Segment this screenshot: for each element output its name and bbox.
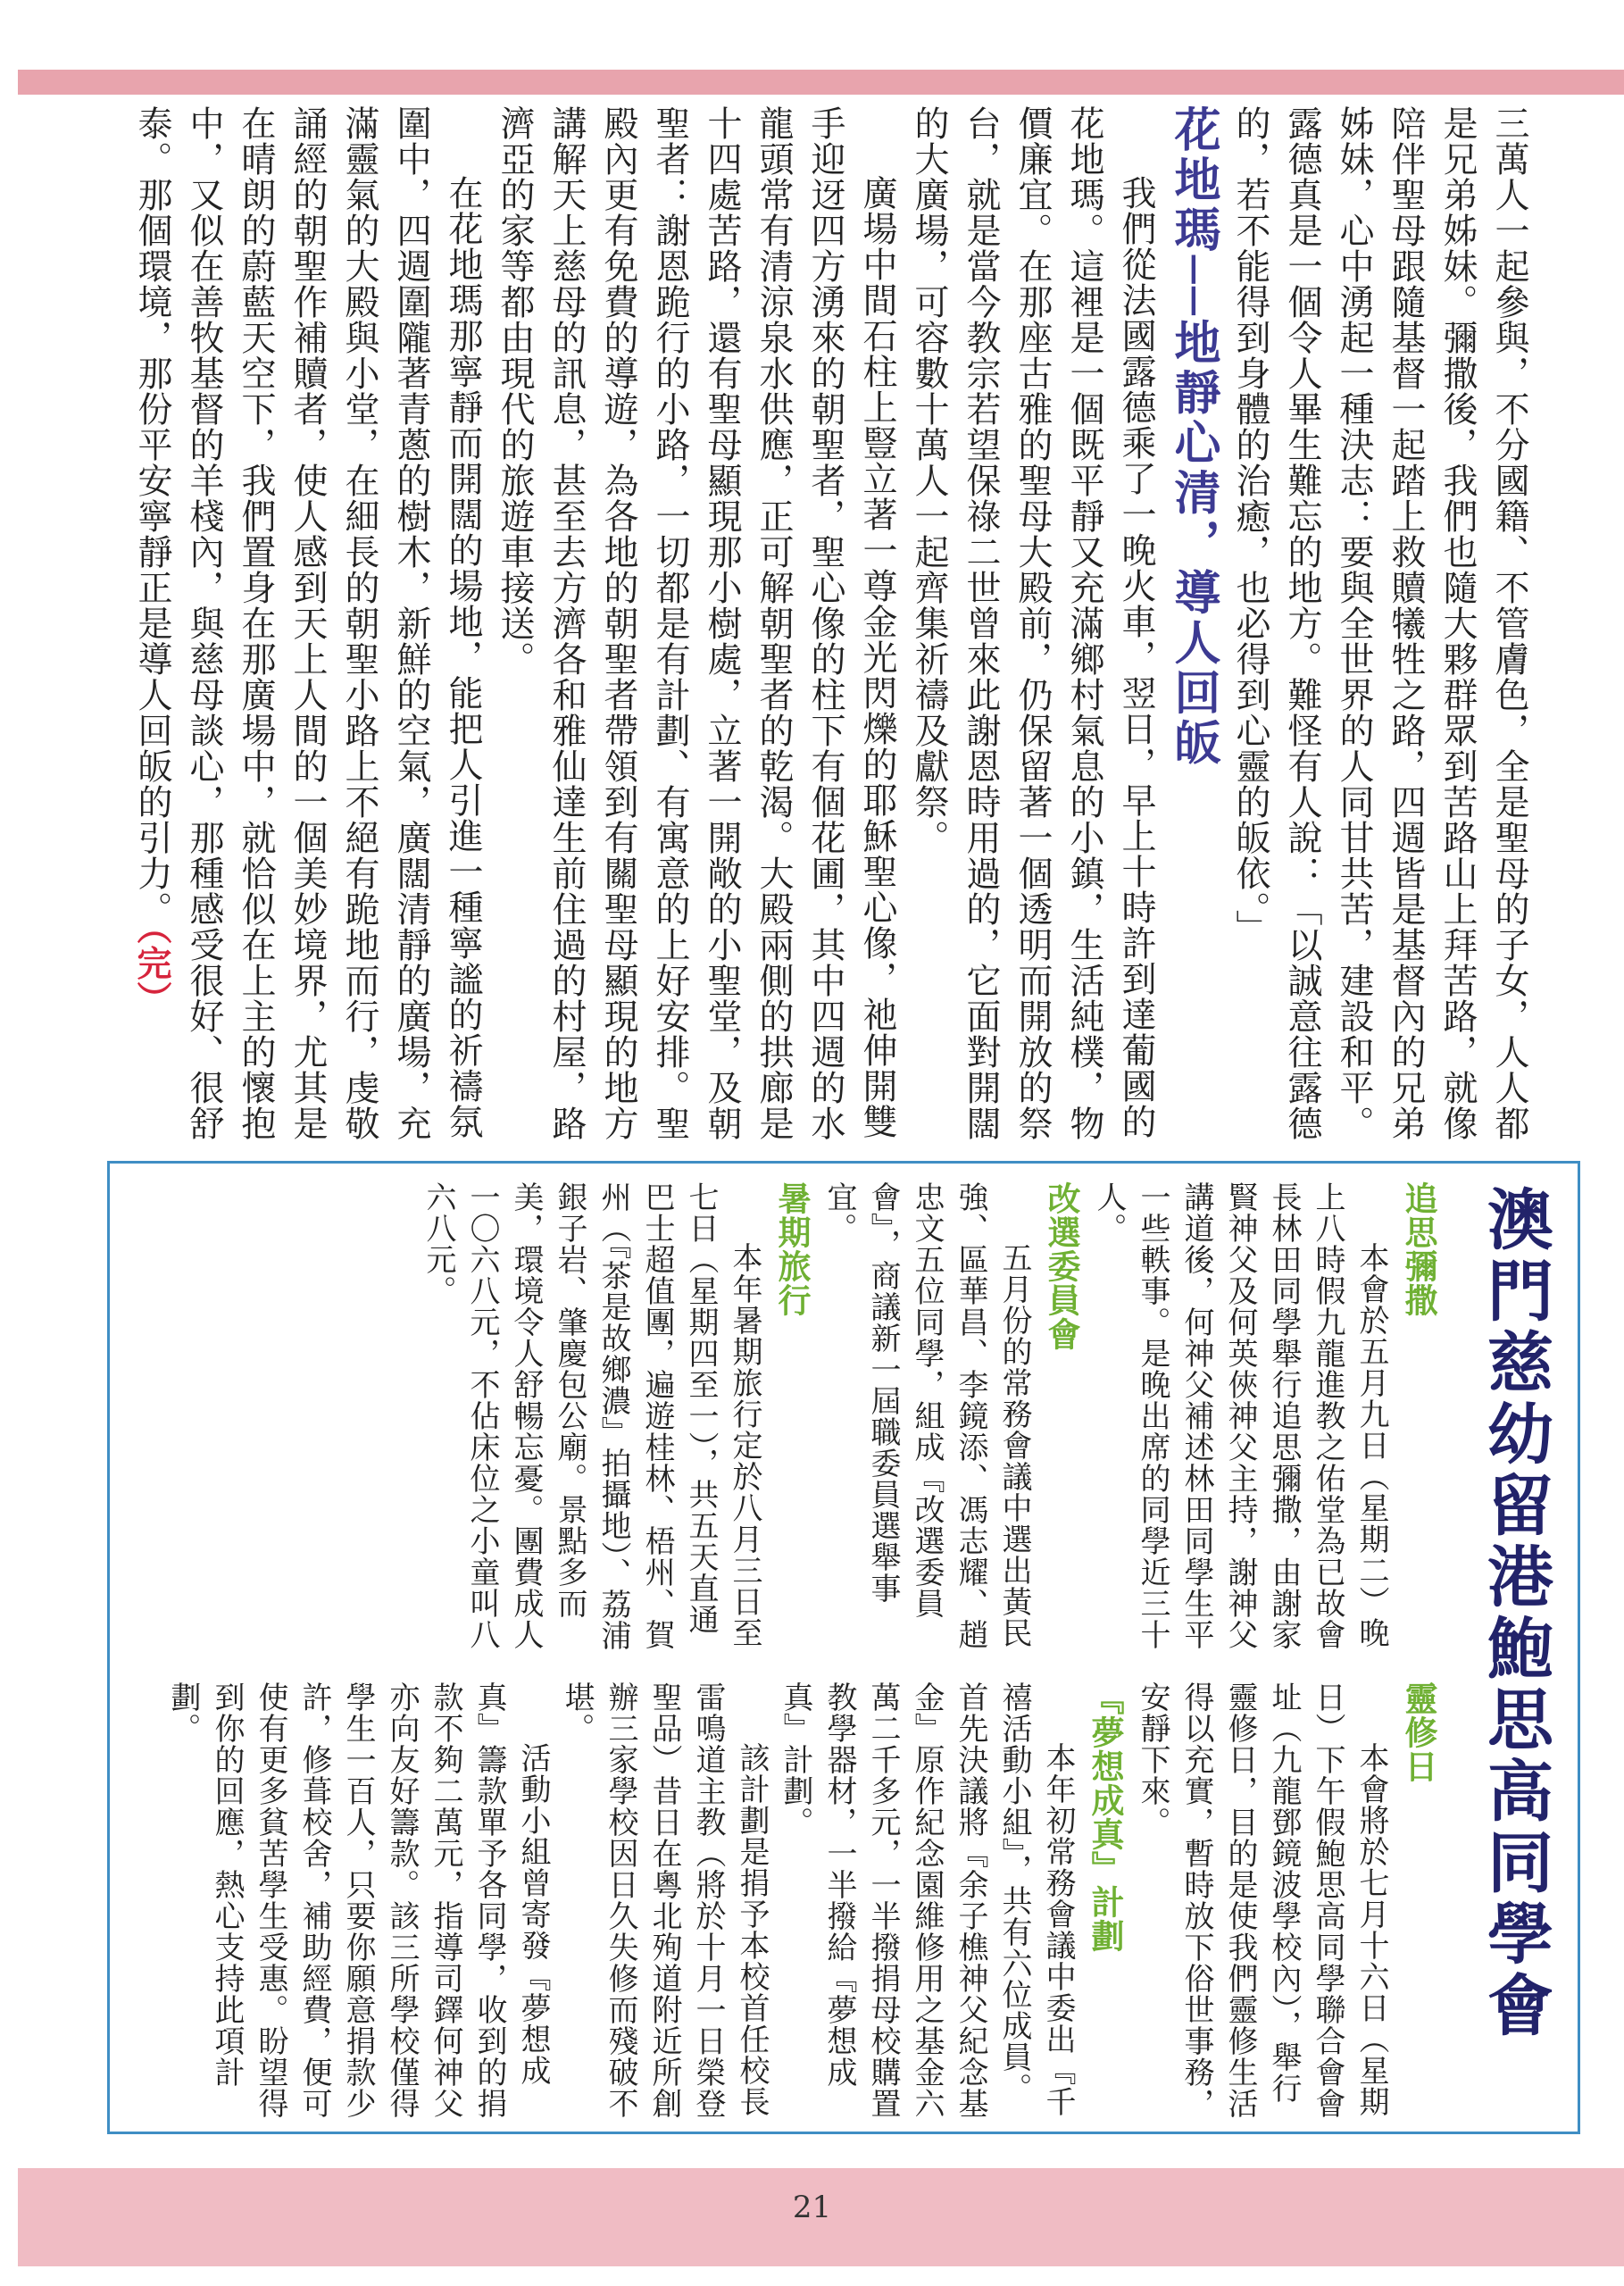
memorial-mass-text: 本會於五月九日（星期二）晚上八時假九龍進教之佑堂為已故會長林田同學舉行追思彌撒，由謝家賢神父及何英俠神父主持，謝神父講道後，何神父補述林田同學生平一些軼事。是晚出席的同學近三十人。: [1091, 1181, 1389, 1650]
page-number: 21: [792, 2190, 832, 2225]
retreat-day-text: 本會將於七月十六日（星期日）下午假鮑思高同學聯合會會址（九龍鄧鏡波學校內），舉行靈修日，目的是使我們靈修生活得以充實，暫時放下俗世事務，安靜下來。: [1135, 1681, 1389, 2119]
notice-column-lower: [165, 1681, 1444, 2128]
subhead-election-committee: 改選委員會: [1042, 1181, 1080, 1351]
subhead-dream-project: 『夢想成真』計劃: [1086, 1681, 1124, 1953]
notice-column-upper: [256, 1181, 1444, 1655]
dream-project-text-3: 活動小組曾寄發『夢想成真』籌款單予各同學，收到的捐款不夠二萬元，指導司鐸何神父亦向友好籌款。該三所學校僅得學生一百人，只要你願意捐款少許，修葺校舍，補助經費，便可使有更多貧苦學生受惠。盼望得到你的回應，熱心支持此項計劃。: [165, 1681, 551, 2119]
article-paragraph-1: 三萬人一起參與，不分國籍、不管膚色，全是聖母的子女，人人都是兄弟姊妹。彌撒後，我們也隨大夥群眾到苦路山上拜苦路，就像陪伴聖母跟隨基督一起踏上救贖犧牲之路，四週皆是基督內的兄弟姊妹，心中湧起一種決志：要與全世界的人同甘共苦，建設和平。露德真是一個令人畢生難忘的地方。難怪有人說：「以誠意往露德的，若不能得到身體的治癒，也必得到心靈的皈依。」: [1230, 105, 1529, 1141]
article-body: [53, 105, 1535, 1141]
subhead-retreat-day: 靈修日: [1399, 1681, 1437, 1783]
dream-project-text-1: 本年初常務會議中委出『千禧活動小組』，共有六位成員。首先決議將『余子樵神父紀念基金』原作紀念園維修用之基金六萬二千多元，一半撥捐母校購置教學器材，一半撥給『夢想成真』計劃。: [778, 1681, 1076, 2119]
end-mark: （完）: [131, 927, 172, 1017]
top-decorative-band: [18, 70, 1624, 95]
subhead-summer-trip: 暑期旅行: [772, 1181, 811, 1317]
article-paragraph-4-text: 在花地瑪那寧靜而開闊的場地，能把人引進一種寧謐的祈禱氛圍中，四週圍隴著青蔥的樹木，新鮮的空氣，廣闊清靜的廣場，充滿靈氣的大殿與小堂，在細長的朝聖小路上不絕有跪地而行，虔敬誦經的朝聖作補贖者，使人感到天上人間的一個美妙境界，尤其是在晴朗的蔚藍天空下，我們置身在那廣場中，就恰似在上主的懷抱中，又似在善牧基督的羊棧內，與慈母談心，那種感受很好、很舒泰。那個環境，那份平安寧靜正是導人回皈的引力。: [132, 105, 483, 1141]
article-paragraph-3: 廣場中間石柱上豎立著一尊金光閃爍的耶穌聖心像，祂伸開雙手迎迓四方湧來的朝聖者，聖心像的柱下有個花圃，其中四週的水龍頭常有清涼泉水供應，正可解朝聖者的乾渴。大殿兩側的拱廊是十四處苦路，還有聖母顯現那小樹處，立著一開敞的小聖堂，及朝聖者：謝恩跪行的小路，一切都是有計劃、有寓意的上好安排。聖殿內更有免費的導遊，為各地的朝聖者帶領到有關聖母顯現的地方講解天上慈母的訊息，甚至去方濟各和雅仙達生前住過的村屋，路濟亞的家等都由現代的旅遊車接送。: [495, 105, 897, 1141]
notice-title: 澳門慈幼留港鮑思高同學會: [1477, 1185, 1553, 2042]
dream-project-text-2: 該計劃是捐予本校首任校長雷鳴道主教（將於十月一日榮登聖品）昔日在粵北殉道附近所創辦三家學校因日久失修而殘破不堪。: [559, 1681, 770, 2119]
article-paragraph-4: [126, 105, 488, 1141]
subhead-memorial-mass: 追思彌撒: [1399, 1181, 1437, 1317]
election-committee-text: 五月份的常務會議中選出黃民強、區華昌、李鏡添、馮志耀、趙忠文五位同學，組成『改選委員會』，商議新一屆職委員選舉事宜。: [821, 1181, 1032, 1650]
notice-box: [107, 1161, 1580, 2134]
article-paragraph-2: 我們從法國露德乘了一晚火車，翌日，早上十時許到達葡國的花地瑪。這裡是一個既平靜又充滿鄉村氣息的小鎮，生活純樸，物價廉宜。在那座古雅的聖母大殿前，仍保留著一個透明而開放的祭台，就是當今教宗若望保祿二世曾來此謝恩時用過的，它面對開闊的大廣場，可容數十萬人一起齊集祈禱及獻祭。: [909, 105, 1156, 1141]
summer-trip-text: 本年暑期旅行定於八月三日至七日（星期四至一），共五天直通巴士超值團，遍遊桂林、梧州、賀州（『茶是故鄉濃』拍攝地）、荔浦銀子岩、肇慶包公廟。景點多而美，環境令人舒暢忘憂。團費成人一〇六八元，不佔床位之小童叫八六八元。: [421, 1181, 762, 1651]
section-title: 花地瑪──地靜心清，導人回皈: [1166, 105, 1220, 769]
